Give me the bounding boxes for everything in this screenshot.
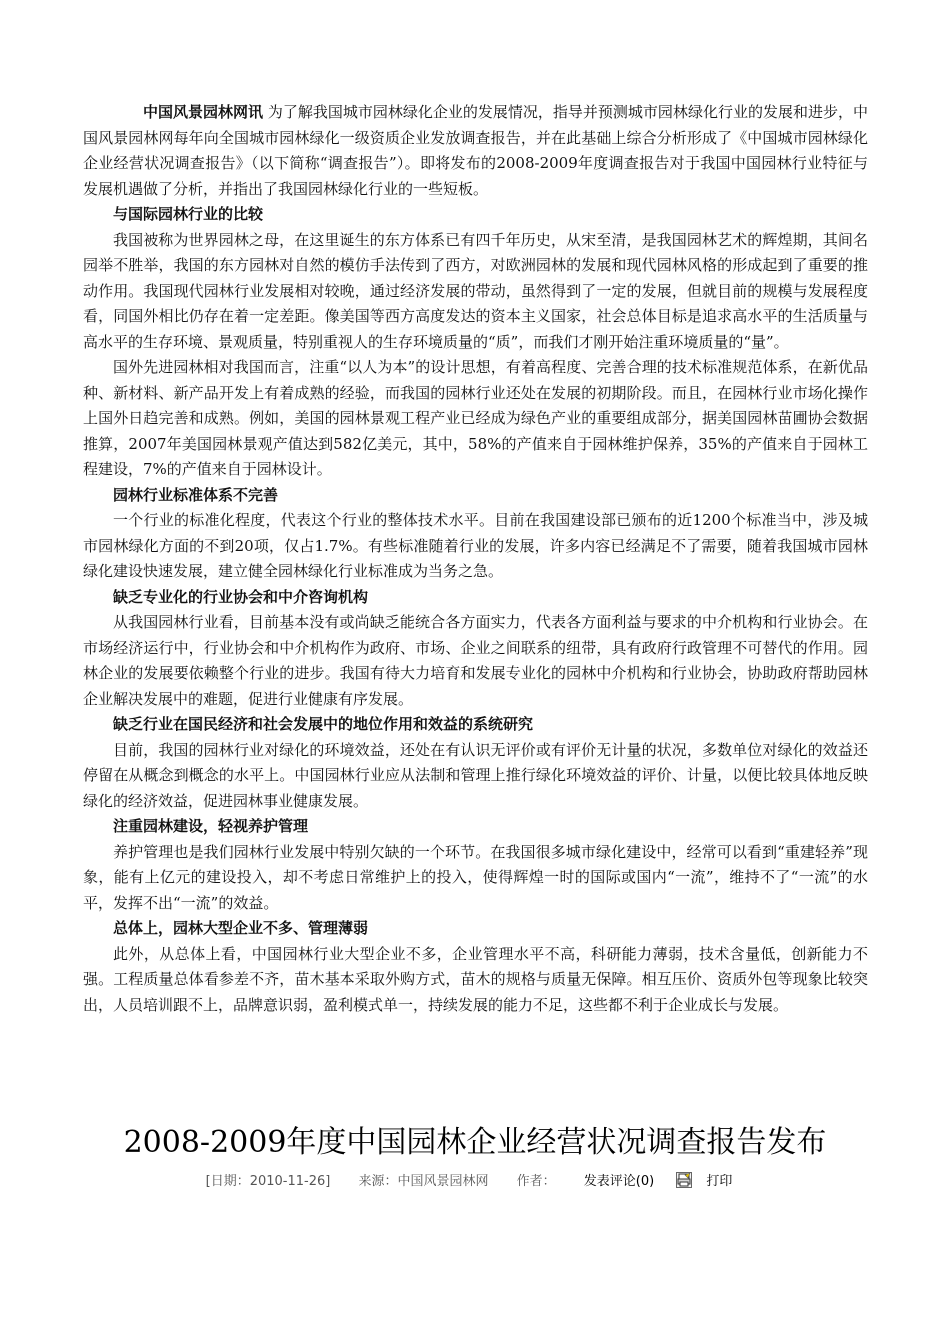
article-author: 作者： [516, 1174, 556, 1189]
section-heading: 总体上，园林大型企业不多、管理薄弱 [113, 919, 369, 937]
print-button[interactable] [676, 1174, 744, 1189]
paragraph: 此外，从总体上看，中国园林行业大型企业不多，企业管理水平不高，科研能力薄弱，技术含量低，创新能力不强。工程质量总体看参差不齐，苗木基本采取外购方式，苗木的规格与质量无保障。相互压价、资质外包等现象比较突出，人员培训跟不上，品牌意识弱，盈利模式单一，持续发展的能力不足，这些都不利于企业成长与发展。 [83, 944, 868, 1014]
paragraph: 国外先进园林相对我国而言，注重“以人为本”的设计思想，有着高程度、完善合理的技术标准规范体系，在新优品种、新材料、新产品开发上有着成熟的经验，而我国的园林行业还处在发展的初期阶段。而且，在园林行业市场化操作上国外日趋完善和成熟。例如，美国的园林景观工程产业已经成为绿色产业的重要组成部分，据美国园林苗圃协会数据推算，2007年美国园林景观产值达到582亿美元，其中，58%的产值来自于园林维护保养，35%的产值来自于园林工程建设，7%的产值来自于园林设计。 [83, 358, 868, 478]
comment-link[interactable]: 发表评论(0) [583, 1174, 655, 1189]
section-heading: 注重园林建设，轻视养护管理 [113, 817, 309, 835]
paragraph: 目前，我国的园林行业对绿化的环境效益，还处在有认识无评价或有评价无计量的状况，多数单位对绿化的效益还停留在从概念到概念的水平上。中国园林行业应从法制和管理上推行绿化环境效益的评价、计量，以便比较具体地反映绿化的经济效益，促进园林事业健康发展。 [83, 740, 868, 810]
news-source: 中国风景园林网讯 [143, 103, 264, 121]
section-heading: 缺乏专业化的行业协会和中介咨询机构 [113, 587, 369, 606]
section-heading: 缺乏行业在国民经济和社会发展中的地位作用和效益的系统研究 [113, 715, 534, 733]
article-headline: 2008-2009年度中国园林企业经营状况调查报告发布 [123, 1125, 827, 1160]
article-source: 来源：中国风景园林网 [358, 1174, 489, 1189]
paragraph: 我国被称为世界园林之母，在这里诞生的东方体系已有四千年历史，从宋至清，是我国园林艺术的辉煌期，其间名园举不胜举，我国的东方园林对自然的模仿手法传到了西方，对欧洲园林的发展和现代园林风格的形成起到了重要的推动作用。我国现代园林行业发展相对较晚，通过经济发展的带动，虽然得到了一定的发展，但就目前的规模与发展程度看，同国外相比仍存在着一定差距。像美国等西方高度发达的资本主义国家，社会总体目标是追求高水平的生活质量与高水平的生存环境、景观质量，特别重视人的生存环境质量的“质”，而我们才刚开始注重环境质量的“量”。 [83, 230, 868, 351]
lead-paragraph [83, 100, 868, 202]
article-meta [0, 1170, 950, 1194]
paragraph: 养护管理也是我们园林行业发展中特别欠缺的一个环节。在我国很多城市绿化建设中，经常可以看到“重建轻养”现象，能有上亿元的建设投入，却不考虑日常维护上的投入，使得辉煌一时的国际或国内“一流”，维持不了“一流”的水平，发挥不出“一流”的效益。 [83, 842, 868, 912]
print-label: 打印 [706, 1174, 733, 1189]
article-body [83, 100, 868, 1018]
publish-date: [日期：2010-11-26] [205, 1174, 331, 1189]
section-heading: 园林行业标准体系不完善 [113, 485, 279, 504]
lead-text: 为了解我国城市园林绿化企业的发展情况，指导并预测城市园林绿化行业的发展和进步，中国风景园林网每年向全国城市园林绿化一级资质企业发放调查报告，并在此基础上综合分析形成了《中国城市园林绿化企业经营状况调查报告》（以下简称“调查报告”）。即将发布的2008-2009年度调查报告对于我国中国园林行业特征与发展机遇做了分析，并指出了我国园林绿化行业的一些短板。 [83, 103, 868, 198]
paragraph: 一个行业的标准化程度，代表这个行业的整体技术水平。目前在我国建设部已颁布的近1200个标准当中，涉及城市园林绿化方面的不到20项，仅占1.7%。有些标准随着行业的发展，许多内容已经满足不了需要，随着我国城市园林绿化建设快速发展，建立健全园林绿化行业标准成为当务之急。 [83, 511, 868, 580]
paragraph: 从我国园林行业看，目前基本没有或尚缺乏能统合各方面实力，代表各方面利益与要求的中介机构和行业协会。在市场经济运行中，行业协会和中介机构作为政府、市场、企业之间联系的纽带，具有政府行政管理不可替代的作用。园林企业的发展要依赖整个行业的进步。我国有待大力培育和发展专业化的园林中介机构和行业协会，协助政府帮助园林企业解决发展中的难题，促进行业健康有序发展。 [83, 613, 868, 708]
print-icon [676, 1172, 692, 1188]
section-heading: 与国际园林行业的比较 [113, 205, 264, 223]
